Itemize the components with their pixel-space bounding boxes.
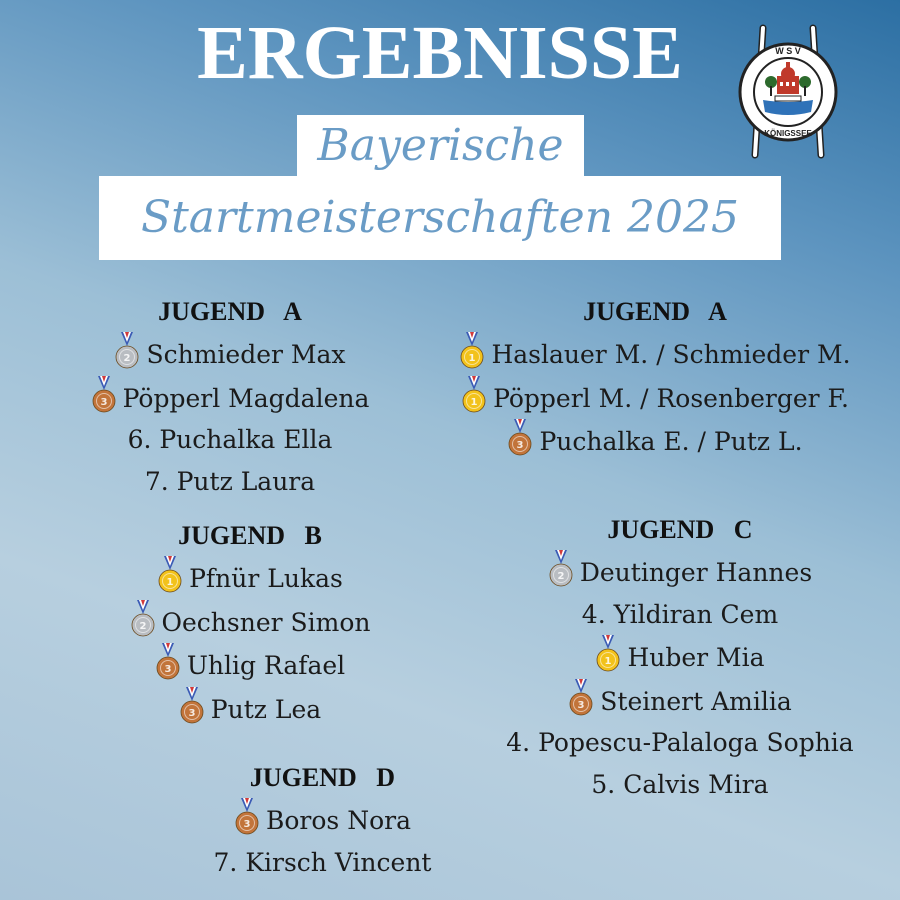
group-heading: JUGEND A: [158, 297, 302, 326]
svg-text:2: 2: [124, 353, 131, 364]
result-name: 7. Putz Laura: [144, 466, 316, 496]
club-logo: [733, 20, 843, 160]
svg-text:1: 1: [470, 396, 478, 408]
result-entry: [180, 842, 465, 884]
result-entry: [110, 643, 390, 687]
bronze-medal-icon: [507, 419, 533, 457]
result-name: Huber Mia: [627, 643, 765, 672]
result-name: Boros Nora: [266, 806, 411, 835]
result-entry: [80, 376, 380, 420]
result-entry: [440, 376, 870, 420]
svg-text:3: 3: [188, 707, 196, 719]
result-entry: [110, 556, 390, 600]
result-entry: [180, 798, 465, 842]
result-name: Steinert Amilia: [600, 686, 792, 716]
result-entry: [80, 461, 380, 503]
svg-text:3: 3: [577, 699, 585, 711]
result-name: Putz Lea: [210, 694, 322, 724]
result-name: Pöpperl M. / Rosenberger F.: [493, 383, 849, 413]
result-name: Pfnür Lukas: [189, 564, 343, 593]
group-heading: JUGEND C: [607, 515, 753, 544]
bronze-medal-icon: [91, 376, 117, 414]
svg-text:3: 3: [516, 440, 524, 451]
result-name: 7. Kirsch Vincent: [213, 847, 432, 877]
gold-medal-icon: [461, 376, 487, 414]
result-entry: [440, 419, 870, 463]
svg-text:1: 1: [604, 656, 612, 667]
group-jugend-b: [110, 516, 390, 730]
bronze-medal-icon: [155, 643, 181, 681]
result-entry: [495, 764, 865, 806]
group-heading: JUGEND A: [583, 297, 727, 326]
result-entry: [495, 550, 865, 594]
result-name: 4. Yildiran Cem: [581, 599, 779, 629]
silver-medal-icon: [114, 332, 140, 370]
svg-text:3: 3: [100, 396, 108, 408]
result-entry: [495, 679, 865, 723]
result-name: Oechsner Simon: [161, 607, 371, 637]
subtitle-line-2: Startmeisterschaften 2025: [99, 176, 781, 260]
svg-text:2: 2: [139, 620, 146, 632]
group-jugend-a-singles: [80, 292, 380, 502]
gold-medal-icon: [459, 332, 485, 370]
svg-text:2: 2: [557, 571, 565, 582]
result-entry: [80, 419, 380, 461]
gold-medal-icon: [157, 556, 183, 594]
group-heading: JUGEND D: [249, 763, 396, 792]
logo-top-text: W S V: [775, 46, 801, 56]
result-name: 5. Calvis Mira: [591, 769, 769, 799]
silver-medal-icon: [548, 550, 574, 588]
result-entry: [110, 687, 390, 731]
group-jugend-d: [180, 758, 465, 883]
svg-text:3: 3: [243, 819, 251, 830]
bronze-medal-icon: [234, 798, 260, 836]
group-jugend-c: [495, 510, 865, 805]
svg-text:1: 1: [468, 353, 476, 364]
svg-text:1: 1: [166, 577, 174, 588]
result-entry: [495, 722, 865, 764]
result-entry: [80, 332, 380, 376]
logo-bottom-text: KÖNIGSSEE: [764, 129, 812, 138]
bronze-medal-icon: [179, 687, 205, 725]
page-title: ERGEBNISSE: [197, 11, 683, 95]
result-entry: [440, 332, 870, 376]
result-name: 6. Puchalka Ella: [127, 425, 333, 454]
gold-medal-icon: [595, 635, 621, 673]
result-name: Schmieder Max: [146, 340, 346, 369]
result-name: 4. Popescu-Palaloga Sophia: [506, 728, 854, 757]
bronze-medal-icon: [568, 679, 594, 717]
result-name: Uhlig Rafael: [186, 651, 346, 680]
group-heading: JUGEND B: [178, 521, 322, 550]
result-entry: [110, 600, 390, 644]
result-entry: [495, 594, 865, 636]
silver-medal-icon: [130, 600, 156, 638]
svg-text:3: 3: [164, 664, 172, 675]
subtitle-line-1: Bayerische: [297, 115, 584, 177]
result-name: Haslauer M. / Schmieder M.: [491, 340, 851, 369]
group-jugend-a-doubles: [440, 292, 870, 463]
result-name: Deutinger Hannes: [579, 558, 813, 587]
result-name: Pöpperl Magdalena: [122, 383, 370, 413]
result-entry: [495, 635, 865, 679]
result-name: Puchalka E. / Putz L.: [539, 427, 803, 456]
